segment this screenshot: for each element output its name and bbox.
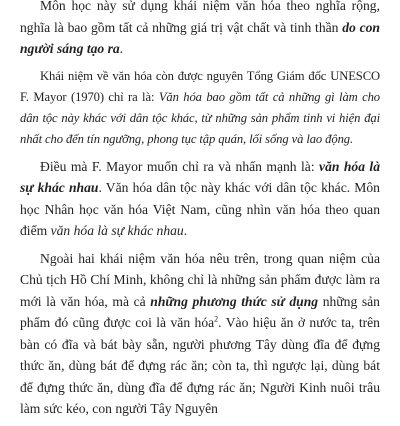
text-run: . Vào hiệu ăn ở nước ta, trên bàn có đĩa và bát bày sẵn, người phương Tây dùng đĩa để đựng thức ăn, dùng bát để đựng rác ăn; còn ta, thì ngược lại, dùng bát để đựng thức ăn, dùng đĩa để đựng rác ăn; Người Kinh nuôi trâu làm sức kéo, con người Tây Nguyên [20,315,380,416]
text-run: những sản phẩm đó cũng được coi là văn hóa [20,293,380,330]
text-run: Điều mà F. Mayor muốn chỉ ra và nhấn mạnh là: [40,158,320,174]
quote-text: Văn hóa bao gồm tất cả những gì làm cho dân tộc này khác với dân tộc khác, từ những sản phẩm tinh vi hiện đại nhất cho đến tín ngưỡng, phong tục tập quán, lối sống và lao động. [20,89,380,146]
body-text [20,0,380,426]
italic-text: văn hóa là sự khác nhau [50,223,184,238]
footnote-marker: 2 [214,314,219,324]
emphasis-text: những phương thức sử dụng [150,293,319,309]
emphasis-text: do con người sáng tạo ra [20,19,380,56]
paragraph-unesco-definition [20,66,380,150]
text-run: . [183,223,188,238]
text-run: Khái niệm về văn hóa còn được nguyên Tổng Giám đốc UNESCO F. Mayor (1970) chỉ ra là: [20,68,380,104]
paragraph-ho-chi-minh [20,248,380,420]
paragraph-mayor-emphasis [20,156,380,242]
emphasis-text: văn hóa là sự khác nhau [20,158,381,195]
paragraph-definition-broad [20,0,380,60]
text-run: Môn học này sử dụng khái niệm văn hóa theo nghĩa rộng, nghĩa là bao gồm tất cả những giá trị vật chất và tinh thần [20,0,380,35]
text-run: . [119,41,124,56]
text-run: Ngoài hai khái niệm văn hóa nêu trên, trong quan niệm của Chủ tịch Hồ Chí Minh, không chỉ là những sản phẩm được làm ra mới là văn hóa, mà cả [20,250,380,309]
text-run: . Văn hóa dân tộc này khác với dân tộc khác. Môn học Nhân học văn hóa Việt Nam, cũng nhìn văn hóa theo quan điểm [20,180,380,238]
